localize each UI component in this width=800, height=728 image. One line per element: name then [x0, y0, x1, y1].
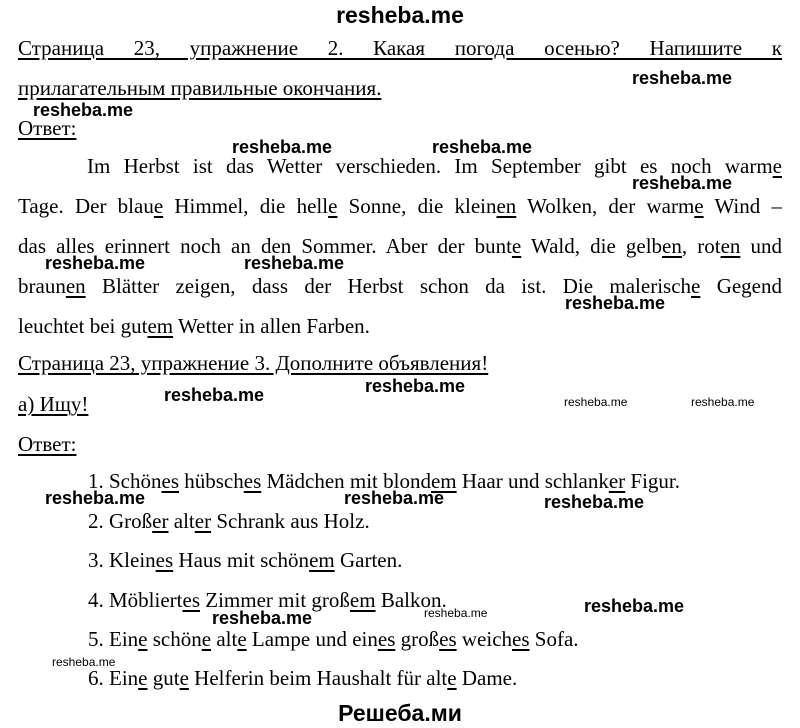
- text-segment: Schrank aus Holz.: [211, 509, 370, 533]
- ending-underlined: e: [511, 234, 522, 258]
- text-segment: leuchtet bei gut: [18, 314, 148, 338]
- exercise2-answer-label: Ответ:: [18, 116, 77, 140]
- text-segment: 2. Groß: [88, 509, 153, 533]
- ending-underlined: e: [694, 194, 704, 218]
- text-segment: Figur.: [625, 469, 681, 493]
- ending-underlined: es: [377, 627, 396, 651]
- text-segment: alt: [211, 627, 238, 651]
- watermark-small: resheba.me: [564, 395, 628, 409]
- text-segment: hübsch: [179, 469, 244, 493]
- text-segment: Gegend: [700, 274, 783, 298]
- text-segment: Haus mit schön: [173, 548, 310, 572]
- ending-underlined: e: [179, 666, 189, 690]
- ad-item: [88, 548, 402, 572]
- ending-underlined: e: [772, 154, 782, 178]
- watermark: resheba.me: [632, 173, 733, 193]
- ending-underlined: e: [237, 627, 247, 651]
- exercise2-title-line1: Страница 23, упражнение 2. Какая погода осенью? Напишите к: [18, 36, 782, 60]
- ending-underlined: e: [691, 274, 701, 298]
- exercise3-answer-label: Ответ:: [18, 432, 77, 456]
- text-segment: alt: [168, 509, 195, 533]
- ending-underlined: en: [496, 194, 517, 218]
- text-segment: schön: [147, 627, 202, 651]
- header-watermark: resheba.me: [336, 2, 464, 28]
- text-segment: Himmel, die hell: [163, 194, 329, 218]
- ending-underlined: em: [349, 588, 376, 612]
- text-segment: Tage. Der blau: [18, 194, 154, 218]
- text-segment: das alles erinnert noch an den Sommer. Aber der bunt: [18, 234, 512, 258]
- text-segment: Sonne, die klein: [337, 194, 497, 218]
- text-segment: 5. Ein: [88, 627, 139, 651]
- ending-underlined: e: [138, 666, 148, 690]
- watermark: resheba.me: [344, 488, 445, 508]
- text-segment: Lampe und ein: [246, 627, 378, 651]
- text-segment: 3. Klein: [88, 548, 156, 572]
- exercise2-title-line2: прилагательным правильные окончания.: [18, 76, 382, 100]
- text-segment: Zimmer mit groß: [200, 588, 350, 612]
- ad-item: [88, 509, 370, 533]
- paragraph-line: [18, 306, 782, 346]
- text-segment: 1. Schön: [88, 469, 162, 493]
- text-segment: Wald, die gelb: [521, 234, 663, 258]
- ending-underlined: e: [201, 627, 212, 651]
- watermark: resheba.me: [432, 137, 533, 157]
- watermark: resheba.me: [45, 253, 146, 273]
- watermark: resheba.me: [365, 376, 466, 396]
- text-segment: 4. Möbliert: [88, 588, 183, 612]
- text-segment: weich: [456, 627, 513, 651]
- ending-underlined: es: [439, 627, 457, 651]
- ending-underlined: er: [194, 509, 212, 533]
- ending-underlined: e: [153, 194, 164, 218]
- text-segment: Im Herbst ist das Wetter verschieden. Im September gibt es noch warm: [87, 154, 773, 178]
- watermark-small: resheba.me: [424, 606, 488, 620]
- ending-underlined: e: [447, 666, 457, 690]
- ending-underlined: es: [512, 627, 530, 651]
- text-segment: und: [740, 234, 782, 258]
- text-segment: Blätter zeigen, dass der Herbst schon da ist. Die malerisch: [85, 274, 692, 298]
- watermark: resheba.me: [632, 68, 733, 88]
- text-segment: braun: [18, 274, 66, 298]
- text-segment: Wolken, der warm: [516, 194, 695, 218]
- text-segment: gut: [147, 666, 180, 690]
- text-segment: Mädchen mit blond: [261, 469, 431, 493]
- ad-item: [88, 627, 579, 651]
- watermark: resheba.me: [565, 293, 666, 313]
- ending-underlined: es: [155, 548, 174, 572]
- text-segment: Wetter in allen Farben.: [173, 314, 370, 338]
- ending-underlined: en: [720, 234, 741, 258]
- watermark: resheba.me: [244, 253, 345, 273]
- watermark: resheba.me: [45, 488, 146, 508]
- watermark: resheba.me: [33, 100, 134, 120]
- ending-underlined: e: [138, 627, 148, 651]
- text-segment: , rot: [681, 234, 721, 258]
- ending-underlined: em: [147, 314, 174, 338]
- watermark-small: resheba.me: [52, 655, 116, 669]
- text-segment: Dame.: [456, 666, 518, 690]
- watermark: resheba.me: [164, 385, 265, 405]
- ending-underlined: em: [309, 548, 335, 572]
- ending-underlined: e: [328, 194, 338, 218]
- ending-underlined: em: [430, 469, 457, 493]
- exercise3-subtitle: а) Ищу!: [18, 392, 89, 416]
- ending-underlined: en: [65, 274, 86, 298]
- watermark: resheba.me: [544, 492, 645, 512]
- watermark: resheba.me: [212, 608, 313, 628]
- ending-underlined: es: [182, 588, 200, 612]
- text-segment: Sofa.: [529, 627, 579, 651]
- footer-watermark: Решеба.ми: [338, 700, 462, 726]
- text-segment: Garten.: [334, 548, 403, 572]
- watermark: resheba.me: [232, 137, 333, 157]
- ending-underlined: es: [161, 469, 179, 493]
- text-segment: 6. Ein: [88, 666, 139, 690]
- exercise3-title: Страница 23, упражнение 3. Дополните объявления!: [18, 351, 489, 375]
- ending-underlined: en: [662, 234, 682, 258]
- ending-underlined: er: [152, 509, 169, 533]
- text-segment: Haar und schlank: [456, 469, 609, 493]
- text-segment: Balkon.: [375, 588, 447, 612]
- text-segment: Helferin beim Haushalt für alt: [188, 666, 448, 690]
- ending-underlined: er: [608, 469, 626, 493]
- watermark: resheba.me: [584, 596, 685, 616]
- watermark-small: resheba.me: [691, 395, 755, 409]
- text-segment: groß: [395, 627, 440, 651]
- text-segment: Wind –: [703, 194, 782, 218]
- ending-underlined: es: [243, 469, 262, 493]
- ad-item: [88, 666, 517, 690]
